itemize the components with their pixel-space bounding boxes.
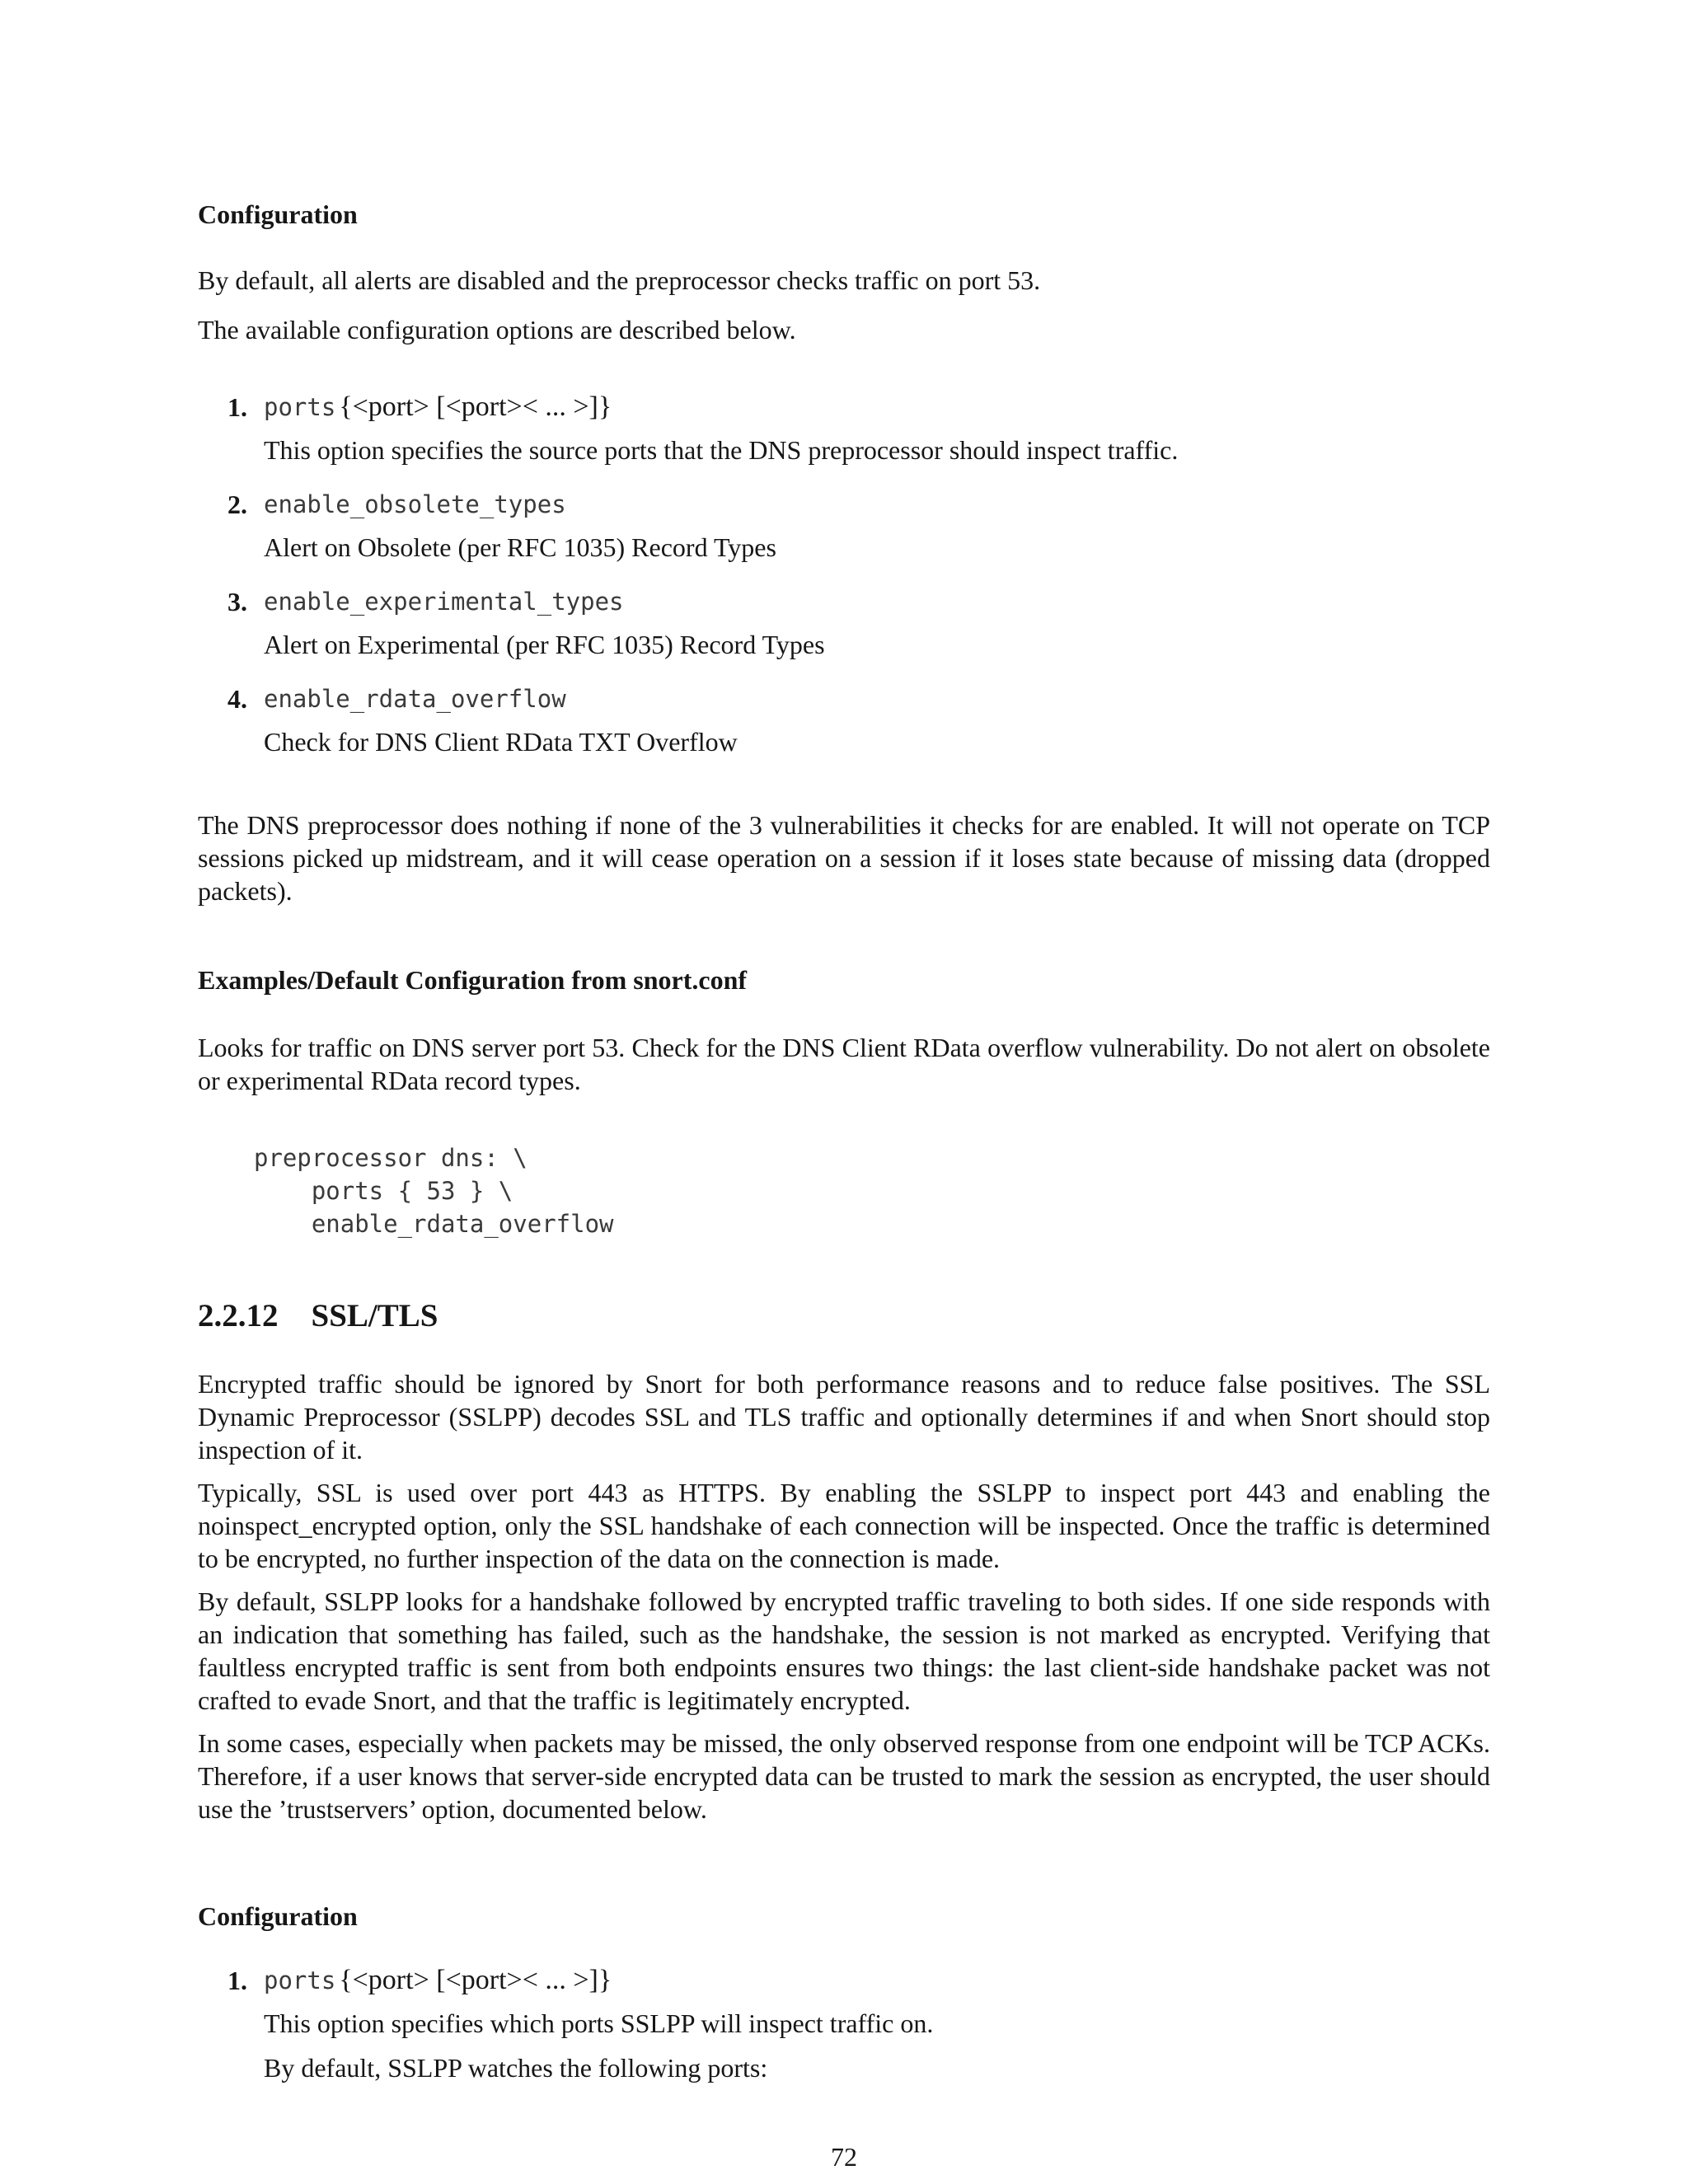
code-block: preprocessor dns: \ ports { 53 } \ enable_rdata_overflow (254, 1144, 614, 1238)
section-title: SSL/TLS (311, 1298, 438, 1333)
option-description: Alert on Experimental (per RFC 1035) Record Types (264, 630, 825, 659)
option-code: enable_obsolete_types (264, 490, 566, 518)
option-args: {<port> [<port>< ... >]} (339, 1965, 612, 1995)
list-number: 2. (227, 490, 247, 519)
option-description: This option specifies which ports SSLPP will inspect traffic on. (264, 2008, 934, 2038)
config-heading: Configuration (198, 199, 358, 229)
config-options-intro: The available configuration options are described below. (198, 315, 796, 344)
ssl-config-heading: Configuration (198, 1901, 358, 1931)
ssl-port-paragraph: Typically, SSL is used over port 443 as HTTPS. By enabling the SSLPP to inspect port 443 and enabling the noinspect_encrypted option, only the SSL handshake of each connection will be inspected. Once the traffic is determined to be encrypted, no further inspection of the data on the connection is made. (198, 1478, 1490, 1573)
option-args: {<port> [<port>< ... >]} (339, 391, 612, 422)
dns-behavior-paragraph: The DNS preprocessor does nothing if none of the 3 vulnerabilities it checks for are enabled. It will not operate on TCP sessions picked up midstream, and it will cease operation on a session if it loses state because of missing data (dropped packets). (198, 810, 1490, 906)
list-number: 1. (227, 392, 247, 422)
config-default-text: By default, all alerts are disabled and the preprocessor checks traffic on port 53. (198, 265, 1041, 295)
option-description: This option specifies the source ports that the DNS preprocessor should inspect traffic. (264, 435, 1179, 465)
ssl-handshake-paragraph: By default, SSLPP looks for a handshake followed by encrypted traffic traveling to both sides. If one side responds with an indication that something has failed, such as the handshake, the session is not marked as encrypted. Verifying that faultless encrypted traffic is sent from both endpoints ensures two things: the last client-side handshake packet was not crafted to evade Snort, and that the traffic is legitimately encrypted. (198, 1586, 1490, 1715)
page-number: 72 (831, 2142, 857, 2172)
list-number: 3. (227, 587, 247, 616)
section-number: 2.2.12 (198, 1298, 279, 1333)
option-code: ports (264, 393, 336, 421)
list-number: 4. (227, 684, 247, 714)
option-description: Alert on Obsolete (per RFC 1035) Record Types (264, 532, 776, 562)
option-description: Check for DNS Client RData TXT Overflow (264, 727, 738, 757)
section-heading (198, 1296, 438, 1336)
option-description-default: By default, SSLPP watches the following ports: (264, 2053, 768, 2083)
list-number: 1. (227, 1966, 247, 1995)
option-code: enable_experimental_types (264, 588, 624, 616)
ssl-intro-paragraph: Encrypted traffic should be ignored by Snort for both performance reasons and to reduce false positives. The SSL Dynamic Preprocessor (SSLPP) decodes SSL and TLS traffic and optionally determines if and when Snort should stop inspection of it. (198, 1369, 1490, 1465)
option-code: ports (264, 1966, 336, 1994)
examples-heading: Examples/Default Configuration from snort.conf (198, 965, 748, 995)
option-code: enable_rdata_overflow (264, 685, 566, 713)
ssl-trustservers-paragraph: In some cases, especially when packets may be missed, the only observed response from one endpoint will be TCP ACKs. Therefore, if a user knows that server-side encrypted data can be trusted to mark the session as encrypted, the user should use the ’trustservers’ option, documented below. (198, 1728, 1490, 1824)
examples-paragraph: Looks for traffic on DNS server port 53. Check for the DNS Client RData overflow vulnerability. Do not alert on obsolete or experimental RData record types. (198, 1033, 1490, 1095)
